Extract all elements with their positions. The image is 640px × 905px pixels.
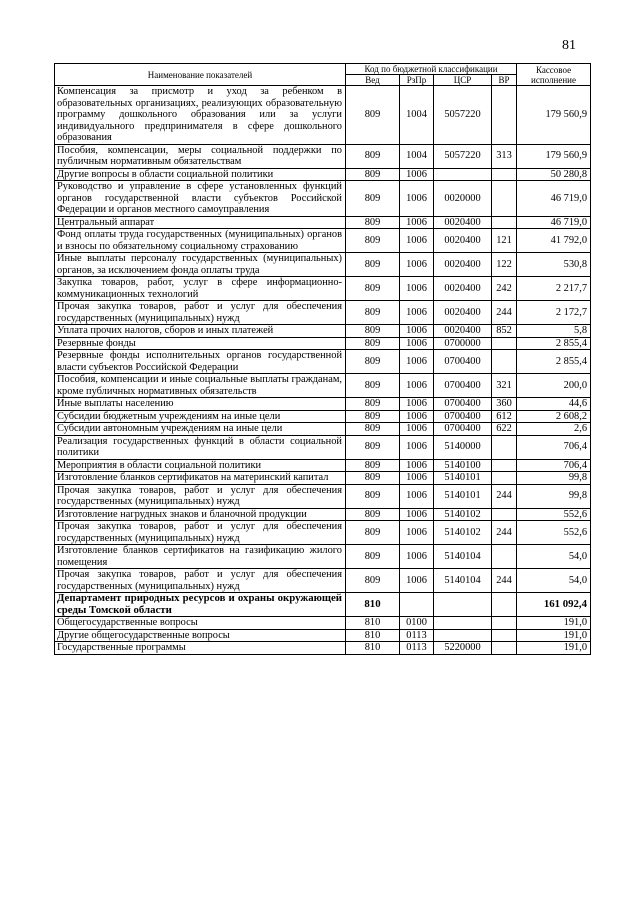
table-row: [55, 277, 591, 301]
cell-ved: 810: [346, 617, 400, 630]
cell-csr: 0020400: [434, 253, 492, 277]
table-row: [55, 569, 591, 593]
cell-value: 706,4: [517, 459, 591, 472]
header-vr: ВР: [492, 75, 517, 86]
cell-csr: 5140101: [434, 484, 492, 508]
cell-value: 46 719,0: [517, 216, 591, 229]
table-row: [55, 484, 591, 508]
cell-ved: 809: [346, 350, 400, 374]
cell-ved: 809: [346, 168, 400, 181]
cell-value: 50 280,8: [517, 168, 591, 181]
table-row: [55, 398, 591, 411]
cell-ved: 809: [346, 569, 400, 593]
table-row: [55, 593, 591, 617]
table-row: [55, 508, 591, 521]
cell-rzpr: 1006: [400, 484, 434, 508]
cell-rzpr: 1006: [400, 545, 434, 569]
table-row: [55, 181, 591, 217]
cell-rzpr: 1006: [400, 301, 434, 325]
cell-vr: 612: [492, 410, 517, 423]
cell-csr: 0700400: [434, 374, 492, 398]
cell-name: Резервные фонды исполнительных органов государственной власти субъектов Российской Федерации: [55, 350, 346, 374]
cell-rzpr: 1006: [400, 277, 434, 301]
cell-rzpr: 1006: [400, 459, 434, 472]
table-row: [55, 435, 591, 459]
table-row: [55, 168, 591, 181]
cell-csr: 5140000: [434, 435, 492, 459]
cell-csr: 0700400: [434, 398, 492, 411]
cell-value: 2,6: [517, 423, 591, 436]
cell-rzpr: 0113: [400, 629, 434, 642]
cell-value: 191,0: [517, 617, 591, 630]
table-row: [55, 521, 591, 545]
cell-name: Другие общегосударственные вопросы: [55, 629, 346, 642]
cell-vr: 360: [492, 398, 517, 411]
cell-csr: 0020400: [434, 277, 492, 301]
cell-name: Мероприятия в области социальной политики: [55, 459, 346, 472]
cell-csr: 0020000: [434, 181, 492, 217]
cell-csr: [434, 617, 492, 630]
cell-vr: [492, 168, 517, 181]
cell-rzpr: 1006: [400, 168, 434, 181]
cell-rzpr: 1006: [400, 472, 434, 485]
cell-vr: [492, 593, 517, 617]
cell-vr: 244: [492, 569, 517, 593]
cell-csr: 0020400: [434, 216, 492, 229]
table-row: [55, 144, 591, 168]
cell-value: 191,0: [517, 642, 591, 655]
cell-rzpr: 1006: [400, 374, 434, 398]
cell-csr: 5140102: [434, 521, 492, 545]
cell-csr: 5140102: [434, 508, 492, 521]
cell-vr: 244: [492, 484, 517, 508]
cell-name: Субсидии бюджетным учреждениям на иные цели: [55, 410, 346, 423]
cell-vr: [492, 642, 517, 655]
cell-name: Другие вопросы в области социальной политики: [55, 168, 346, 181]
cell-name: Прочая закупка товаров, работ и услуг для обеспечения государственных (муниципальных) нужд: [55, 569, 346, 593]
cell-name: Изготовление нагрудных знаков и бланочной продукции: [55, 508, 346, 521]
cell-value: 552,6: [517, 508, 591, 521]
cell-csr: 0700400: [434, 350, 492, 374]
cell-vr: 313: [492, 144, 517, 168]
cell-name: Центральный аппарат: [55, 216, 346, 229]
cell-ved: 809: [346, 410, 400, 423]
table-row: [55, 629, 591, 642]
cell-name: Изготовление бланков сертификатов на материнский капитал: [55, 472, 346, 485]
cell-name: Иные выплаты персоналу государственных (муниципальных) органов, за исключением фонда оплаты труда: [55, 253, 346, 277]
cell-ved: 810: [346, 593, 400, 617]
cell-value: 706,4: [517, 435, 591, 459]
cell-vr: 121: [492, 229, 517, 253]
cell-value: 41 792,0: [517, 229, 591, 253]
cell-vr: 244: [492, 301, 517, 325]
cell-ved: 809: [346, 253, 400, 277]
cell-csr: 5220000: [434, 642, 492, 655]
budget-table: [54, 63, 591, 655]
cell-rzpr: [400, 593, 434, 617]
cell-value: 46 719,0: [517, 181, 591, 217]
cell-name: Резервные фонды: [55, 337, 346, 350]
cell-rzpr: 0113: [400, 642, 434, 655]
cell-ved: 809: [346, 325, 400, 338]
table-row: [55, 642, 591, 655]
cell-ved: 810: [346, 642, 400, 655]
cell-vr: [492, 216, 517, 229]
cell-name: Иные выплаты населению: [55, 398, 346, 411]
cell-ved: 809: [346, 459, 400, 472]
cell-value: 161 092,4: [517, 593, 591, 617]
cell-vr: [492, 617, 517, 630]
cell-ved: 809: [346, 435, 400, 459]
cell-name: Реализация государственных функций в области социальной политики: [55, 435, 346, 459]
cell-csr: 5140104: [434, 569, 492, 593]
cell-csr: 0700400: [434, 410, 492, 423]
cell-vr: 122: [492, 253, 517, 277]
cell-value: 552,6: [517, 521, 591, 545]
cell-vr: [492, 545, 517, 569]
cell-vr: 622: [492, 423, 517, 436]
table-row: [55, 325, 591, 338]
cell-vr: 321: [492, 374, 517, 398]
cell-ved: 809: [346, 484, 400, 508]
header-exec: Кассовое исполнение: [517, 64, 591, 86]
page-number: 81: [562, 38, 576, 53]
cell-name: Субсидии автономным учреждениям на иные цели: [55, 423, 346, 436]
cell-ved: 809: [346, 337, 400, 350]
cell-name: Уплата прочих налогов, сборов и иных платежей: [55, 325, 346, 338]
table-row: [55, 545, 591, 569]
cell-rzpr: 1006: [400, 410, 434, 423]
cell-name: Прочая закупка товаров, работ и услуг для обеспечения государственных (муниципальных) нужд: [55, 484, 346, 508]
cell-value: 99,8: [517, 472, 591, 485]
cell-csr: 5140104: [434, 545, 492, 569]
cell-value: 2 855,4: [517, 337, 591, 350]
cell-vr: [492, 350, 517, 374]
table-row: [55, 350, 591, 374]
cell-name: Закупка товаров, работ, услуг в сфере информационно-коммуникационных технологий: [55, 277, 346, 301]
cell-ved: 809: [346, 374, 400, 398]
cell-ved: 809: [346, 472, 400, 485]
cell-name: Общегосударственные вопросы: [55, 617, 346, 630]
cell-vr: [492, 459, 517, 472]
cell-name: Прочая закупка товаров, работ и услуг для обеспечения государственных (муниципальных) нужд: [55, 521, 346, 545]
cell-value: 54,0: [517, 569, 591, 593]
cell-value: 2 172,7: [517, 301, 591, 325]
table-row: [55, 617, 591, 630]
cell-vr: 852: [492, 325, 517, 338]
cell-vr: [492, 629, 517, 642]
cell-rzpr: 1006: [400, 508, 434, 521]
cell-name: Пособия, компенсации и иные социальные выплаты гражданам, кроме публичных нормативных обязательств: [55, 374, 346, 398]
cell-ved: 809: [346, 229, 400, 253]
table-row: [55, 229, 591, 253]
cell-rzpr: 1006: [400, 521, 434, 545]
cell-name: Департамент природных ресурсов и охраны окружающей среды Томской области: [55, 593, 346, 617]
cell-value: 191,0: [517, 629, 591, 642]
cell-csr: 0020400: [434, 301, 492, 325]
cell-csr: 5057220: [434, 144, 492, 168]
cell-rzpr: 1004: [400, 144, 434, 168]
cell-vr: [492, 337, 517, 350]
cell-name: Фонд оплаты труда государственных (муниципальных) органов и взносы по обязательному социальному страхованию: [55, 229, 346, 253]
cell-vr: 244: [492, 521, 517, 545]
cell-value: 530,8: [517, 253, 591, 277]
cell-rzpr: 1006: [400, 181, 434, 217]
table-row: [55, 86, 591, 145]
cell-vr: [492, 435, 517, 459]
cell-name: Государственные программы: [55, 642, 346, 655]
cell-rzpr: 0100: [400, 617, 434, 630]
table-row: [55, 459, 591, 472]
cell-ved: 809: [346, 277, 400, 301]
cell-vr: 242: [492, 277, 517, 301]
cell-ved: 809: [346, 301, 400, 325]
cell-name: Изготовление бланков сертификатов на газификацию жилого помещения: [55, 545, 346, 569]
header-ved: Вед: [346, 75, 400, 86]
header-code-group: Код по бюджетной классификации: [346, 64, 517, 75]
cell-rzpr: 1006: [400, 325, 434, 338]
cell-vr: [492, 86, 517, 145]
cell-csr: [434, 629, 492, 642]
cell-ved: 809: [346, 181, 400, 217]
cell-value: 179 560,9: [517, 144, 591, 168]
cell-rzpr: 1004: [400, 86, 434, 145]
table-row: [55, 337, 591, 350]
cell-vr: [492, 508, 517, 521]
header-name: Наименование показателей: [55, 64, 346, 86]
cell-value: 5,8: [517, 325, 591, 338]
cell-ved: 809: [346, 144, 400, 168]
cell-vr: [492, 181, 517, 217]
cell-csr: 0700000: [434, 337, 492, 350]
header-csr: ЦСР: [434, 75, 492, 86]
table-row: [55, 410, 591, 423]
cell-csr: 0700400: [434, 423, 492, 436]
cell-csr: [434, 168, 492, 181]
cell-csr: 0020400: [434, 325, 492, 338]
cell-ved: 809: [346, 545, 400, 569]
cell-ved: 809: [346, 398, 400, 411]
cell-ved: 809: [346, 216, 400, 229]
table-row: [55, 216, 591, 229]
table-row: [55, 472, 591, 485]
cell-rzpr: 1006: [400, 229, 434, 253]
cell-rzpr: 1006: [400, 337, 434, 350]
cell-rzpr: 1006: [400, 253, 434, 277]
cell-ved: 809: [346, 423, 400, 436]
cell-ved: 809: [346, 508, 400, 521]
cell-name: Компенсация за присмотр и уход за ребенком в образовательных организациях, реализующих образовательную программу дошкольного образования или за услуги индивидуального предпринимателя в сфере дошкольного образования: [55, 86, 346, 145]
table-row: [55, 423, 591, 436]
cell-value: 54,0: [517, 545, 591, 569]
cell-vr: [492, 472, 517, 485]
header-rzpr: РзПр: [400, 75, 434, 86]
cell-ved: 810: [346, 629, 400, 642]
table-body: [55, 86, 591, 655]
cell-csr: 5140101: [434, 472, 492, 485]
cell-rzpr: 1006: [400, 216, 434, 229]
cell-csr: 0020400: [434, 229, 492, 253]
table-row: [55, 301, 591, 325]
cell-value: 2 217,7: [517, 277, 591, 301]
cell-value: 44,6: [517, 398, 591, 411]
cell-ved: 809: [346, 86, 400, 145]
cell-rzpr: 1006: [400, 423, 434, 436]
cell-csr: 5140100: [434, 459, 492, 472]
cell-rzpr: 1006: [400, 398, 434, 411]
cell-rzpr: 1006: [400, 350, 434, 374]
cell-ved: 809: [346, 521, 400, 545]
cell-name: Прочая закупка товаров, работ и услуг для обеспечения государственных (муниципальных) нужд: [55, 301, 346, 325]
cell-value: 2 608,2: [517, 410, 591, 423]
cell-value: 179 560,9: [517, 86, 591, 145]
cell-csr: [434, 593, 492, 617]
cell-name: Руководство и управление в сфере установленных функций органов государственной власти субъектов Российской Федерации и органов местного самоуправления: [55, 181, 346, 217]
cell-name: Пособия, компенсации, меры социальной поддержки по публичным нормативным обязательствам: [55, 144, 346, 168]
cell-value: 200,0: [517, 374, 591, 398]
cell-value: 2 855,4: [517, 350, 591, 374]
cell-value: 99,8: [517, 484, 591, 508]
table-row: [55, 253, 591, 277]
table-row: [55, 374, 591, 398]
cell-rzpr: 1006: [400, 569, 434, 593]
cell-rzpr: 1006: [400, 435, 434, 459]
cell-csr: 5057220: [434, 86, 492, 145]
